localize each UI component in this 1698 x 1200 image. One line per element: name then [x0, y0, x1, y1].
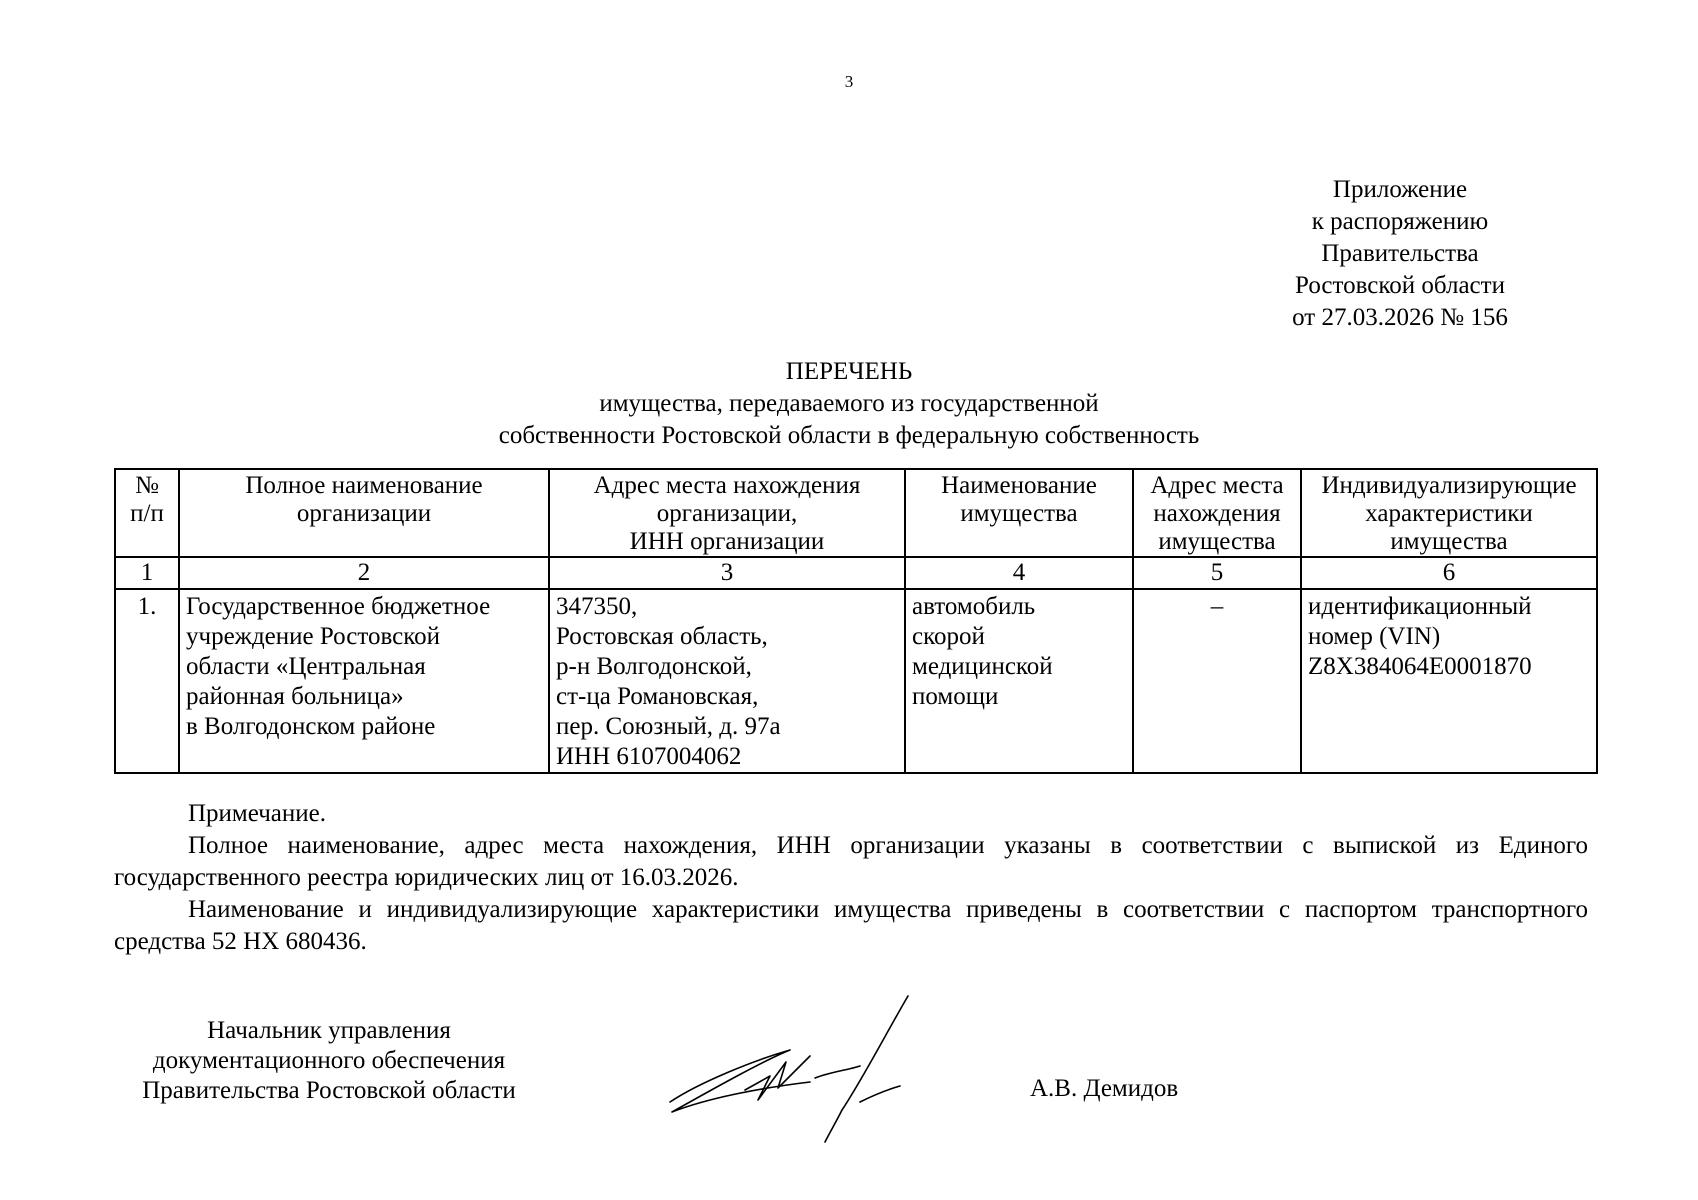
appendix-line: Ростовской области: [1295, 272, 1505, 299]
header-line: Полное наименование: [245, 472, 483, 499]
cell-line: ИНН 6107004062: [556, 743, 742, 770]
header-line: №: [135, 472, 159, 499]
header-organization: [179, 469, 549, 557]
title-heading: ПЕРЕЧЕНЬ: [785, 358, 913, 385]
cell-line: районная больница»: [186, 683, 404, 710]
position-line: документационного обеспечения: [152, 1047, 506, 1074]
row-number: 1.: [115, 589, 179, 773]
cell-line: учреждение Ростовской: [186, 623, 440, 650]
header-line: характеристики: [1365, 500, 1533, 527]
row-characteristics: [1301, 589, 1597, 773]
position-line: Правительства Ростовской области: [142, 1077, 516, 1104]
column-number: 1: [115, 557, 179, 589]
appendix-line: от 27.03.2026 № 156: [1292, 304, 1508, 331]
cell-line: скорой: [912, 623, 985, 650]
row-organization: [179, 589, 549, 773]
cell-line: р-н Волгодонской,: [556, 653, 752, 680]
header-line: организации: [296, 500, 432, 527]
cell-line: в Волгодонском районе: [186, 713, 436, 740]
cell-line: номер (VIN): [1308, 623, 1441, 650]
cell-line: Ростовская область,: [556, 623, 768, 650]
column-number: 2: [179, 557, 549, 589]
row-address: [549, 589, 905, 773]
column-number: 4: [905, 557, 1133, 589]
cell-line: Государственное бюджетное: [186, 593, 491, 620]
page-number: 3: [844, 72, 854, 91]
cell-line: пер. Союзный, д. 97а: [556, 713, 781, 740]
notes-paragraph: Полное наименование, адрес места нахождения, ИНН организации указаны в соответствии с выпиской из Единого государственного реестра юридических лиц от 16.03.2026.: [114, 832, 1588, 891]
header-line: Адрес места: [1150, 472, 1284, 499]
header-line: Индивидуализирующие: [1321, 472, 1577, 499]
column-number: 6: [1301, 557, 1597, 589]
header-line: Наименование: [941, 472, 1097, 499]
notes-heading: Примечание.: [188, 800, 327, 827]
header-line: Адрес места нахождения: [593, 472, 861, 499]
notes-paragraph: Наименование и индивидуализирующие характеристики имущества приведены в соответствии с паспортом транспортного средства 52 НХ 680436.: [114, 896, 1588, 955]
header-line: имущества: [960, 500, 1078, 527]
property-table: [114, 468, 1598, 774]
header-number: [115, 469, 179, 557]
header-line: п/п: [130, 500, 164, 527]
cell-line: области «Центральная: [186, 653, 426, 680]
position-line: Начальник управления: [207, 1017, 451, 1044]
column-numbers-row: [115, 557, 1597, 589]
header-line: имущества: [1390, 528, 1508, 555]
cell-line: идентификационный: [1308, 593, 1532, 620]
appendix-line: к распоряжению: [1311, 208, 1489, 235]
cell-line: ст-ца Романовская,: [556, 683, 759, 710]
table-header-row: [115, 469, 1597, 557]
header-line: ИНН организации: [629, 528, 825, 555]
column-number: 5: [1133, 557, 1301, 589]
cell-line: Z8X384064E0001870: [1308, 653, 1532, 680]
header-characteristics: [1301, 469, 1597, 557]
signatory-position: [114, 1016, 544, 1106]
column-number: 3: [549, 557, 905, 589]
header-property-name: [905, 469, 1133, 557]
header-line: имущества: [1158, 528, 1276, 555]
cell-line: медицинской: [912, 653, 1053, 680]
appendix-block: [1230, 174, 1570, 334]
title-subtitle-line: имущества, передаваемого из государственной: [599, 390, 1099, 417]
appendix-line: Приложение: [1332, 176, 1468, 203]
header-property-address: [1133, 469, 1301, 557]
cell-line: автомобиль: [912, 593, 1036, 620]
cell-line: 347350,: [556, 593, 638, 620]
handwritten-signature: [660, 990, 960, 1150]
header-line: организации,: [656, 500, 798, 527]
row-property-name: [905, 589, 1133, 773]
signer-name: А.В. Демидов: [1030, 1075, 1179, 1102]
cell-line: помощи: [912, 683, 999, 710]
notes-section: [114, 798, 1588, 958]
title-subtitle-line: собственности Ростовской области в федеральную собственность: [498, 422, 1200, 449]
header-line: нахождения: [1153, 500, 1281, 527]
appendix-line: Правительства: [1321, 240, 1479, 267]
table-row: [115, 589, 1597, 773]
document-title: [0, 356, 1698, 452]
header-address: [549, 469, 905, 557]
row-property-address: –: [1133, 589, 1301, 773]
